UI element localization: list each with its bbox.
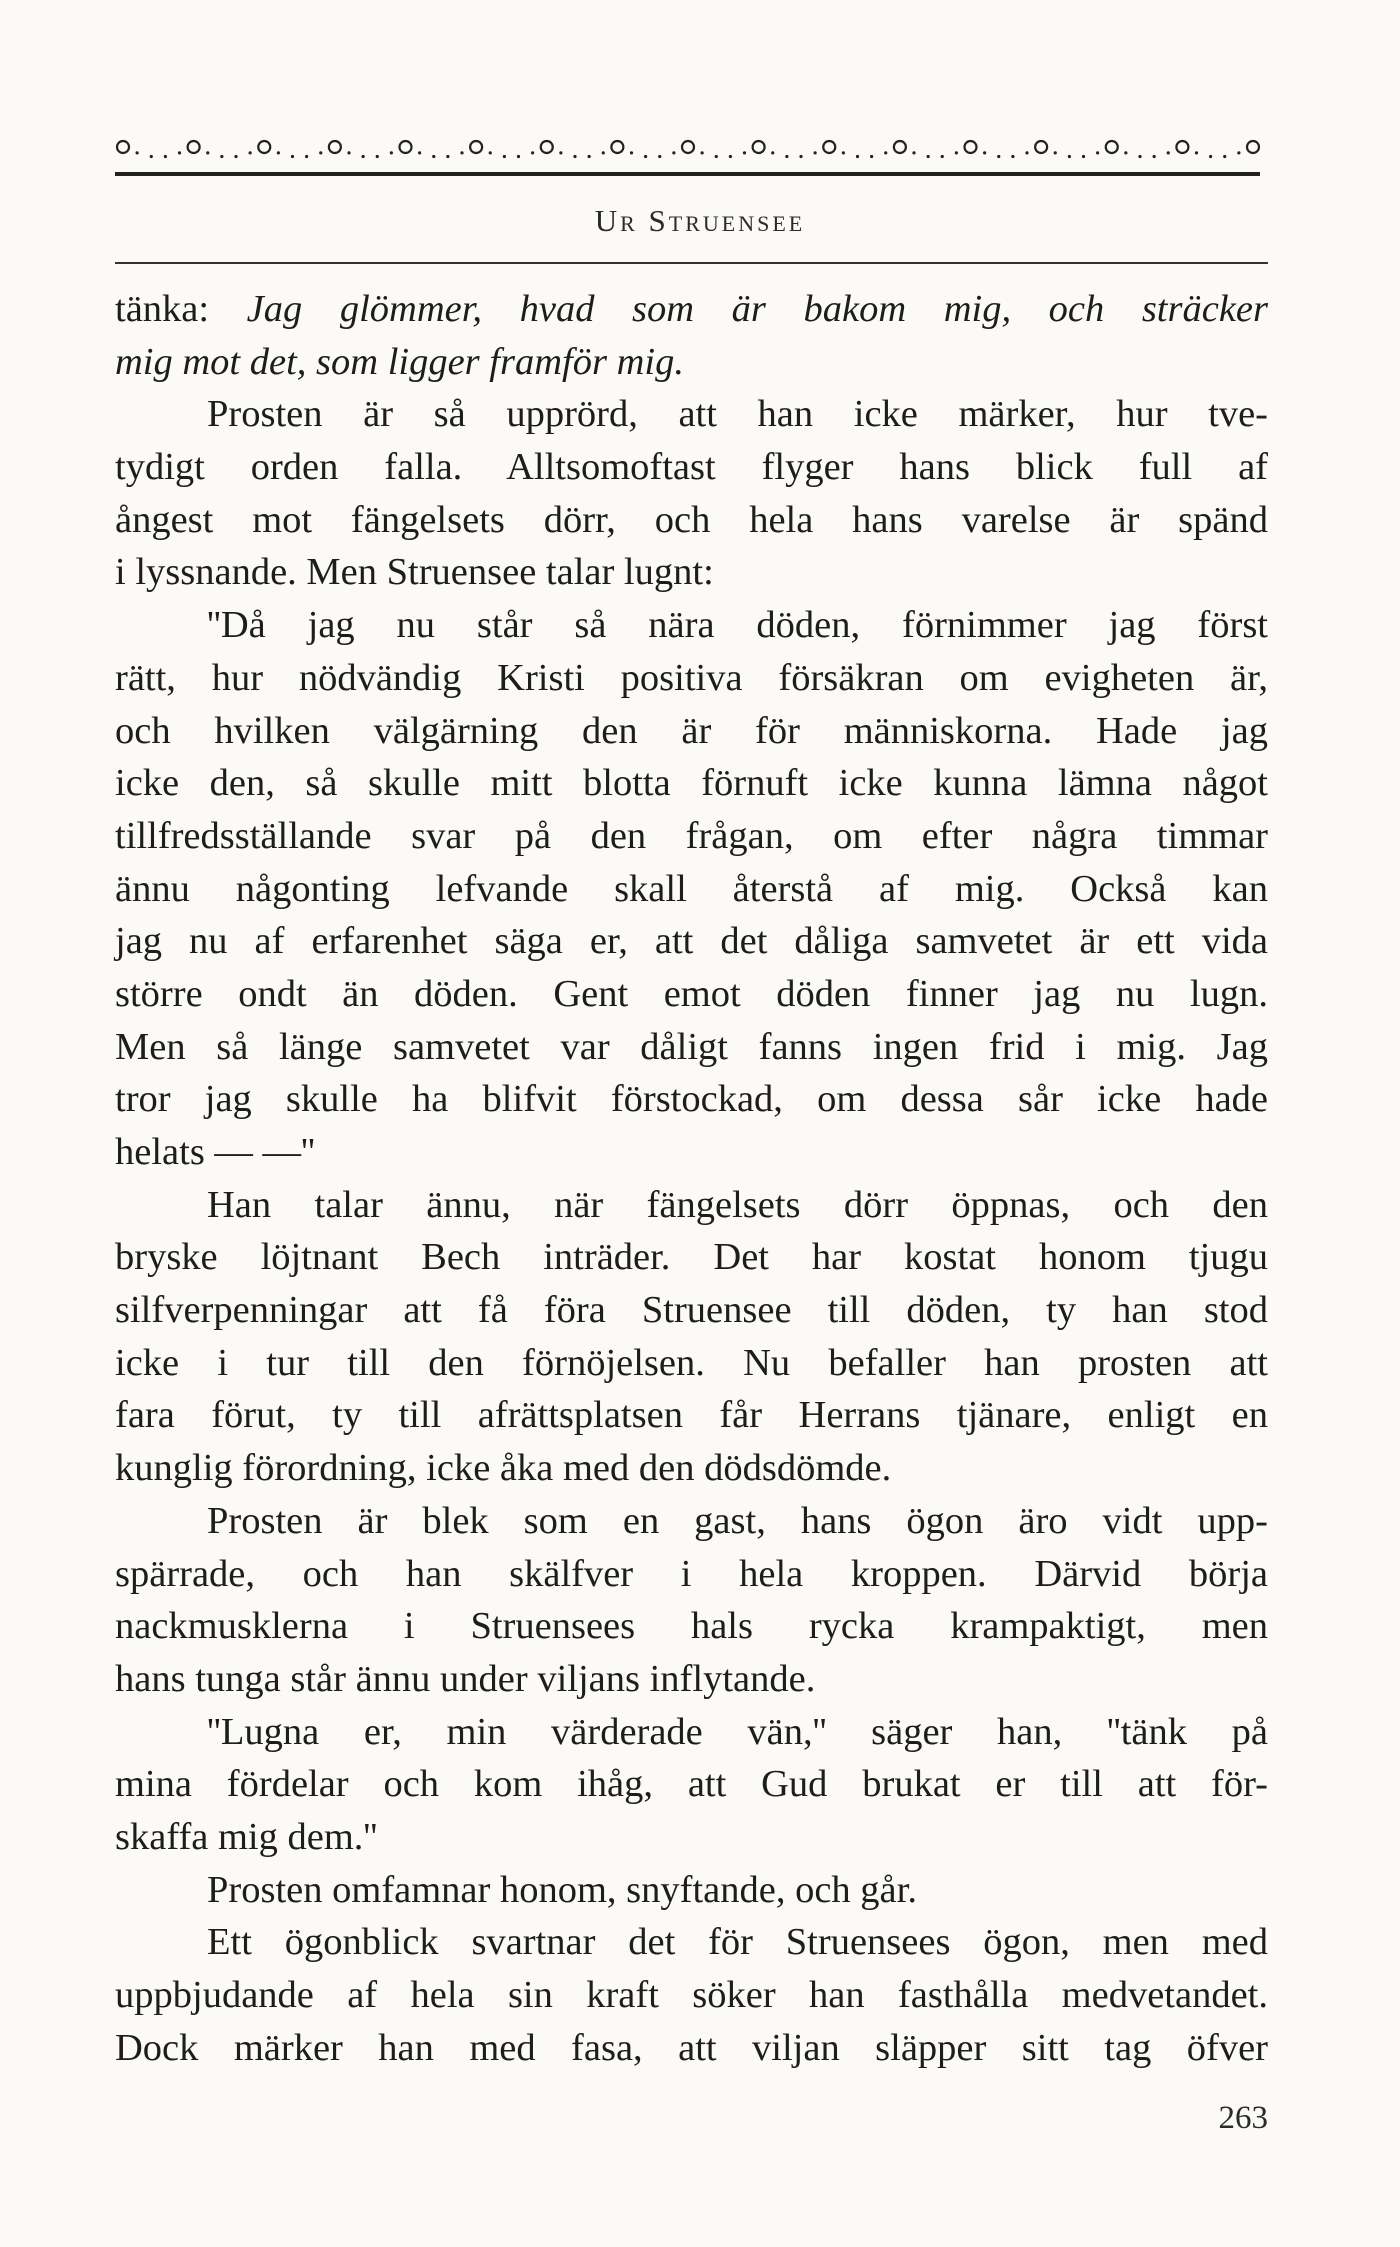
text-span: tror jag skulle ha blifvit förstockad, om dessa sår icke hade xyxy=(115,1078,1268,1121)
text-line xyxy=(115,652,1268,705)
text-line xyxy=(115,1916,1268,1969)
text-line xyxy=(115,2022,1268,2075)
text-span: nackmusklerna i Struensees hals rycka krampaktigt, men xyxy=(115,1605,1268,1648)
text-line xyxy=(115,810,1268,863)
text-line xyxy=(115,1231,1268,1284)
text-line xyxy=(115,336,1268,389)
text-span: spärrade, och han skälfver i hela kroppen. Därvid börja xyxy=(115,1552,1268,1595)
text-span: tydigt orden falla. Alltsomoftast flyger hans blick full af xyxy=(115,446,1268,489)
text-span: bryske löjtnant Bech inträder. Det har kostat honom tjugu xyxy=(115,1236,1268,1279)
text-line xyxy=(115,1969,1268,2022)
page-number: 263 xyxy=(1218,2100,1268,2136)
text-span: fara förut, ty till afrättsplatsen får Herrans tjänare, enligt en xyxy=(115,1394,1268,1437)
text-line xyxy=(115,1021,1268,1074)
text-span: Prosten är så upprörd, att han icke märker, hur tve- xyxy=(207,393,1268,436)
text-span: kunglig förordning, icke åka med den dödsdömde. xyxy=(115,1447,892,1490)
text-span: i lyssnande. Men Struensee talar lugnt: xyxy=(115,551,714,594)
text-span: större ondt än döden. Gent emot döden finner jag nu lugn. xyxy=(115,972,1268,1015)
text-line xyxy=(115,1758,1268,1811)
text-line xyxy=(115,1337,1268,1390)
text-span: silfverpenningar att få föra Struensee till döden, ty han stod xyxy=(115,1289,1268,1332)
text-span: mina fördelar och kom ihåg, att Gud brukat er till att för- xyxy=(115,1763,1268,1806)
text-line xyxy=(115,1073,1268,1126)
running-head: Ur Struensee xyxy=(594,203,806,238)
text-line xyxy=(115,1284,1268,1337)
text-span: Dock märker han med fasa, att viljan släpper sitt tag öfver xyxy=(115,2026,1268,2069)
text-line xyxy=(115,1442,1268,1495)
text-line xyxy=(115,1653,1268,1706)
text-span: hans tunga står ännu under viljans inflytande. xyxy=(115,1657,816,1700)
text-span: ''Då jag nu står så nära döden, förnimmer jag först xyxy=(207,604,1268,647)
decorative-header-border xyxy=(115,132,1260,184)
text-line xyxy=(115,599,1268,652)
text-line xyxy=(115,1864,1268,1917)
text-span: ''Lugna er, min värderade vän,'' säger han, ''tänk på xyxy=(207,1710,1268,1753)
italic-text: Jag glömmer, hvad som är bakom mig, och sträcker xyxy=(246,288,1268,330)
text-span: icke i tur till den förnöjelsen. Nu befaller han prosten att xyxy=(115,1341,1268,1384)
text-span: ännu någonting lefvande skall återstå af mig. Också kan xyxy=(115,867,1268,910)
text-line xyxy=(115,1389,1268,1442)
text-line xyxy=(115,546,1268,599)
text-line xyxy=(115,1811,1268,1864)
text-span: rätt, hur nödvändig Kristi positiva försäkran om evigheten är, xyxy=(115,656,1268,699)
text-line xyxy=(115,968,1268,1021)
text-span: skaffa mig dem.'' xyxy=(115,1815,378,1858)
text-line xyxy=(115,1495,1268,1548)
text-span: Ett ögonblick svartnar det för Struensees ögon, men med xyxy=(207,1921,1268,1964)
text-span: Prosten omfamnar honom, snyftande, och går. xyxy=(207,1868,917,1911)
italic-text: mig mot det, som ligger framför mig. xyxy=(115,340,684,383)
text-span: Han talar ännu, när fängelsets dörr öppnas, och den xyxy=(207,1183,1268,1226)
text-line xyxy=(115,915,1268,968)
header-rule xyxy=(115,262,1268,264)
text-span: tillfredsställande svar på den frågan, om efter några timmar xyxy=(115,814,1268,857)
text-line xyxy=(115,494,1268,547)
text-span: och hvilken välgärning den är för människorna. Hade jag xyxy=(115,709,1268,752)
text-line xyxy=(115,1600,1268,1653)
text-line xyxy=(115,388,1268,441)
text-line xyxy=(115,757,1268,810)
text-span: Men så länge samvetet var dåligt fanns ingen frid i mig. Jag xyxy=(115,1025,1268,1068)
text-line xyxy=(115,863,1268,916)
text-line xyxy=(115,283,1268,336)
text-span: ångest mot fängelsets dörr, och hela hans varelse är spänd xyxy=(115,498,1268,541)
text-span: icke den, så skulle mitt blotta förnuft icke kunna lämna något xyxy=(115,762,1268,805)
text-line xyxy=(115,441,1268,494)
text-span: jag nu af erfarenhet säga er, att det dåliga samvetet är ett vida xyxy=(115,920,1268,963)
text-span: tänka: xyxy=(115,288,247,330)
text-line xyxy=(115,1706,1268,1759)
text-span: Prosten är blek som en gast, hans ögon äro vidt upp- xyxy=(207,1499,1268,1542)
text-line xyxy=(115,1548,1268,1601)
text-line xyxy=(115,705,1268,758)
body-text xyxy=(115,283,1268,2074)
text-span: helats — —'' xyxy=(115,1131,315,1173)
text-line xyxy=(115,1179,1268,1232)
text-span: uppbjudande af hela sin kraft söker han fasthålla medvetandet. xyxy=(115,1974,1268,2016)
text-line xyxy=(115,1126,1268,1179)
